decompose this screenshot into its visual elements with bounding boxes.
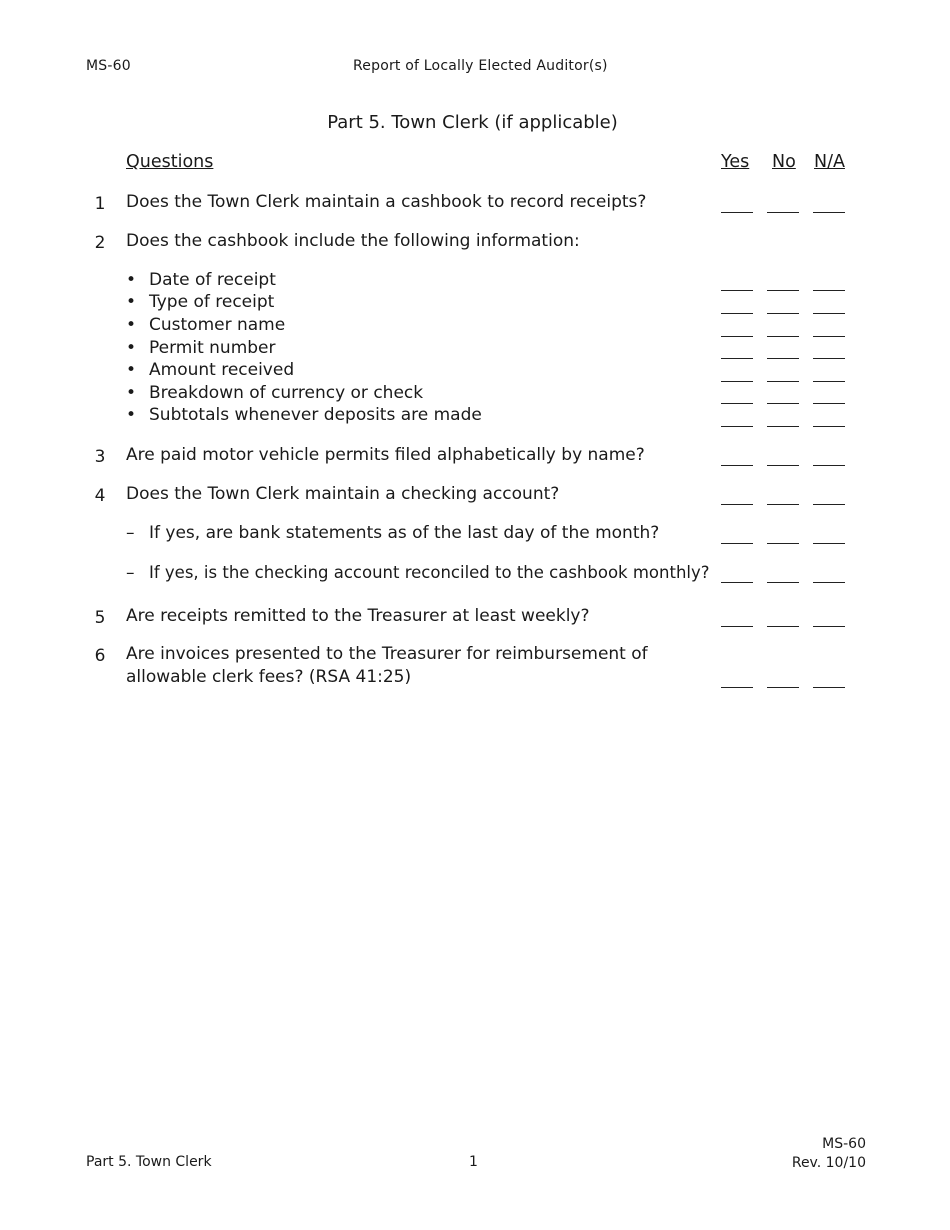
question-text: Does the Town Clerk maintain a cashbook to record receipts? (126, 192, 647, 212)
no-answer-blank[interactable] (767, 582, 799, 583)
na-answer-blank[interactable] (813, 313, 845, 314)
yes-answer-blank[interactable] (721, 358, 753, 359)
bullet-item: Permit number (149, 338, 276, 358)
na-answer-blank[interactable] (813, 358, 845, 359)
question-number: 6 (94, 646, 106, 666)
no-answer-blank[interactable] (767, 465, 799, 466)
no-answer-blank[interactable] (767, 626, 799, 627)
question-text-line2: allowable clerk fees? (RSA 41:25) (126, 667, 412, 687)
bullet-icon: • (126, 315, 137, 335)
yes-answer-blank[interactable] (721, 403, 753, 404)
na-answer-blank[interactable] (813, 403, 845, 404)
yes-answer-blank[interactable] (721, 313, 753, 314)
bullet-icon: • (126, 270, 137, 290)
yes-column-header: Yes (721, 152, 750, 172)
yes-answer-blank[interactable] (721, 212, 753, 213)
question-text-line1: Are invoices presented to the Treasurer for reimbursement of (126, 644, 648, 664)
na-column-header: N/A (814, 152, 845, 172)
bullet-icon: • (126, 383, 137, 403)
no-answer-blank[interactable] (767, 313, 799, 314)
bullet-icon: • (126, 405, 137, 425)
na-answer-blank[interactable] (813, 504, 845, 505)
no-answer-blank[interactable] (767, 336, 799, 337)
question-text: Does the Town Clerk maintain a checking account? (126, 484, 560, 504)
section-title: Part 5. Town Clerk (if applicable) (327, 112, 618, 133)
no-column-header: No (772, 152, 796, 172)
no-answer-blank[interactable] (767, 358, 799, 359)
footer-section-label: Part 5. Town Clerk (86, 1154, 212, 1170)
na-answer-blank[interactable] (813, 381, 845, 382)
bullet-item: Amount received (149, 360, 295, 380)
yes-answer-blank[interactable] (721, 504, 753, 505)
yes-answer-blank[interactable] (721, 543, 753, 544)
yes-answer-blank[interactable] (721, 626, 753, 627)
question-number: 2 (94, 233, 106, 253)
yes-answer-blank[interactable] (721, 336, 753, 337)
no-answer-blank[interactable] (767, 687, 799, 688)
na-answer-blank[interactable] (813, 212, 845, 213)
na-answer-blank[interactable] (813, 426, 845, 427)
no-answer-blank[interactable] (767, 403, 799, 404)
bullet-item: Date of receipt (149, 270, 276, 290)
yes-answer-blank[interactable] (721, 381, 753, 382)
yes-answer-blank[interactable] (721, 465, 753, 466)
sub-question-text: If yes, is the checking account reconciled to the cashbook monthly? (149, 563, 710, 582)
question-text: Are receipts remitted to the Treasurer at least weekly? (126, 606, 590, 626)
sub-question-text: If yes, are bank statements as of the last day of the month? (149, 523, 660, 543)
page-number: 1 (469, 1154, 478, 1170)
na-answer-blank[interactable] (813, 687, 845, 688)
yes-answer-blank[interactable] (721, 426, 753, 427)
na-answer-blank[interactable] (813, 626, 845, 627)
bullet-item: Type of receipt (149, 292, 275, 312)
yes-answer-blank[interactable] (721, 290, 753, 291)
form-id: MS-60 (86, 58, 131, 74)
question-text: Does the cashbook include the following information: (126, 231, 580, 251)
dash-icon: – (126, 563, 135, 583)
footer-form-id: MS-60 (822, 1136, 866, 1152)
footer-revision: Rev. 10/10 (791, 1155, 866, 1171)
no-answer-blank[interactable] (767, 212, 799, 213)
na-answer-blank[interactable] (813, 465, 845, 466)
bullet-icon: • (126, 360, 137, 380)
no-answer-blank[interactable] (767, 290, 799, 291)
question-number: 1 (94, 194, 106, 214)
yes-answer-blank[interactable] (721, 582, 753, 583)
na-answer-blank[interactable] (813, 543, 845, 544)
na-answer-blank[interactable] (813, 336, 845, 337)
no-answer-blank[interactable] (767, 381, 799, 382)
report-title: Report of Locally Elected Auditor(s) (353, 58, 608, 74)
question-text: Are paid motor vehicle permits filed alphabetically by name? (126, 445, 645, 465)
bullet-icon: • (126, 292, 137, 312)
na-answer-blank[interactable] (813, 290, 845, 291)
no-answer-blank[interactable] (767, 543, 799, 544)
bullet-item: Breakdown of currency or check (149, 383, 424, 403)
question-number: 3 (94, 447, 106, 467)
bullet-item: Customer name (149, 315, 286, 335)
no-answer-blank[interactable] (767, 426, 799, 427)
question-number: 5 (94, 608, 106, 628)
bullet-icon: • (126, 338, 137, 358)
na-answer-blank[interactable] (813, 582, 845, 583)
questions-header: Questions (126, 152, 214, 172)
dash-icon: – (126, 523, 135, 543)
bullet-item: Subtotals whenever deposits are made (149, 405, 482, 425)
no-answer-blank[interactable] (767, 504, 799, 505)
yes-answer-blank[interactable] (721, 687, 753, 688)
question-number: 4 (94, 486, 106, 506)
